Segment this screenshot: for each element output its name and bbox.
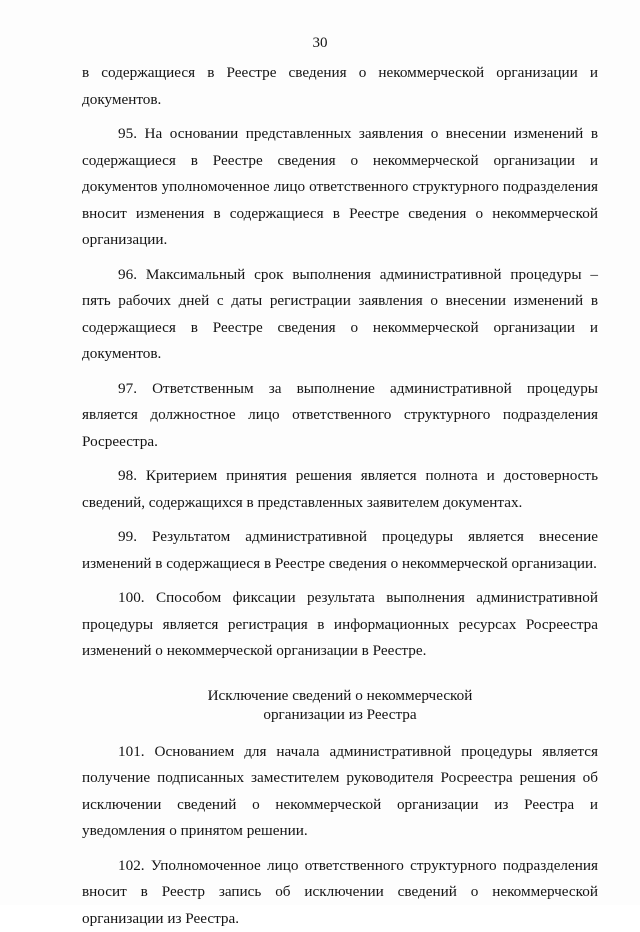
paragraph-101: 101. Основанием для начала административной процедуры является получение подписанных заместителем руководителя Росреестра решения об исключении сведений о некоммерческой организации из Реестра и уведомления о принятом решении.	[82, 739, 598, 845]
paragraph-96: 96. Максимальный срок выполнения административной процедуры – пять рабочих дней с даты регистрации заявления о внесении изменений в содержащиеся в Реестре сведения о некоммерческой организации и документов.	[82, 262, 598, 368]
paragraph-102: 102. Уполномоченное лицо ответственного структурного подразделения вносит в Реестр запись об исключении сведений о некоммерческой организации из Реестра.	[82, 853, 598, 932]
paragraph-97: 97. Ответственным за выполнение административной процедуры является должностное лицо ответственного структурного подразделения Росреестра.	[82, 376, 598, 456]
paragraph-95: 95. На основании представленных заявления о внесении изменений в содержащиеся в Реестре сведения о некоммерческой организации и документов уполномоченное лицо ответственного структурного подразделения вносит изменения в содержащиеся в Реестре сведения о некоммерческой организации.	[82, 121, 598, 254]
section-heading-line-1: Исключение сведений о некоммерческой	[82, 686, 598, 705]
page-number: 30	[0, 34, 640, 52]
section-heading-line-2: организации из Реестра	[82, 705, 598, 724]
paragraph-98: 98. Критерием принятия решения является полнота и достоверность сведений, содержащихся в представленных заявителем документах.	[82, 463, 598, 516]
paragraph-continuation: в содержащиеся в Реестре сведения о некоммерческой организации и документов.	[82, 60, 598, 113]
section-heading	[82, 686, 598, 724]
paragraph-100: 100. Способом фиксации результата выполнения административной процедуры является регистрация в информационных ресурсах Росреестра изменений о некоммерческой организации в Реестре.	[82, 585, 598, 665]
paragraph-99: 99. Результатом административной процедуры является внесение изменений в содержащиеся в Реестре сведения о некоммерческой организации.	[82, 524, 598, 577]
document-body	[82, 60, 598, 932]
